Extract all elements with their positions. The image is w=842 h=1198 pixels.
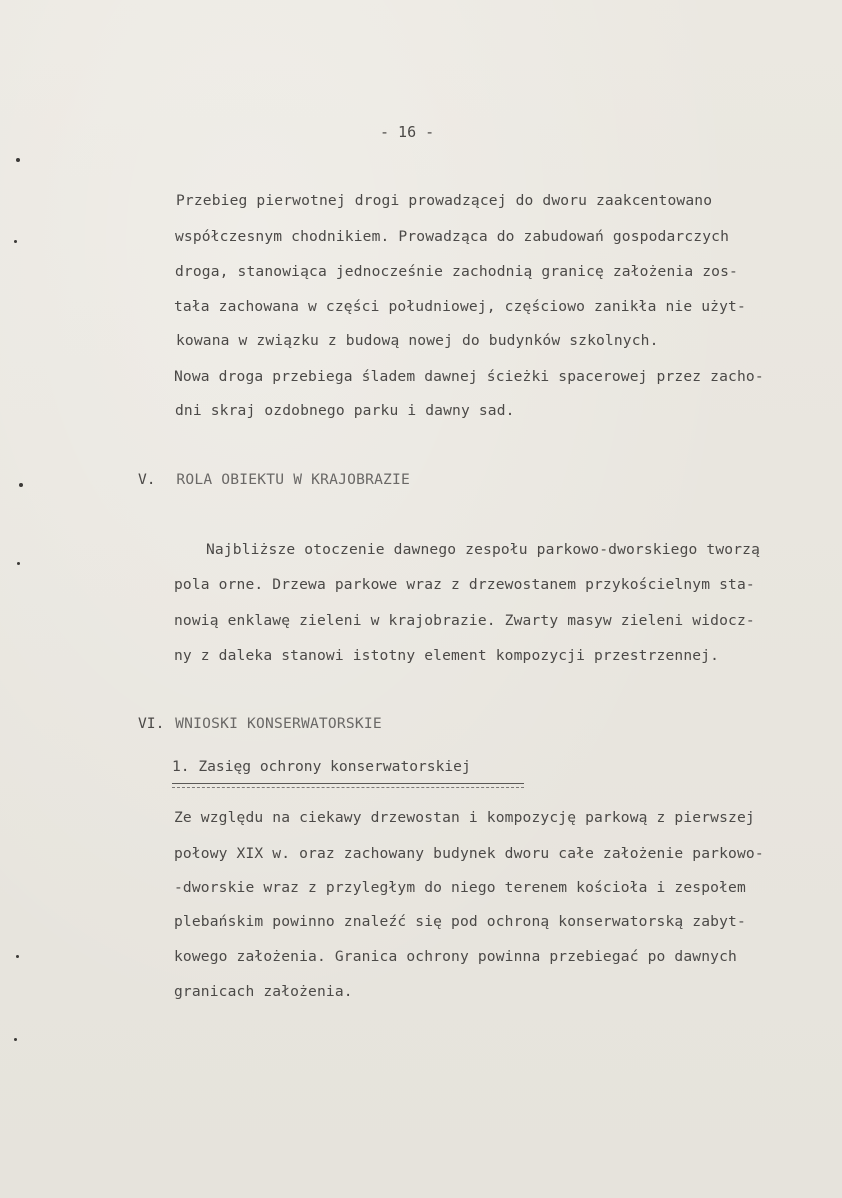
- paragraph-line: granicach założenia.: [174, 983, 353, 1000]
- paragraph-line: plebańskim powinno znaleźć się pod ochroną konserwatorską zabyt-: [174, 913, 746, 930]
- paragraph-line: nowią enklawę zieleni w krajobrazie. Zwarty masyw zieleni widocz-: [174, 612, 755, 629]
- binding-hole-mark: [19, 483, 23, 487]
- paragraph-line: tała zachowana w części południowej, częściowo zanikła nie użyt-: [174, 298, 746, 315]
- paragraph-line: ny z daleka stanowi istotny element kompozycji przestrzennej.: [174, 647, 720, 664]
- paragraph-line: Przebieg pierwotnej drogi prowadzącej do dworu zaakcentowano: [176, 192, 713, 209]
- paragraph-line: połowy XIX w. oraz zachowany budynek dworu całe założenie parkowo-: [174, 845, 764, 862]
- paragraph-line: pola orne. Drzewa parkowe wraz z drzewostanem przykościelnym sta-: [174, 576, 755, 593]
- binding-hole-mark: [14, 1038, 17, 1041]
- binding-hole-mark: [16, 955, 19, 958]
- paragraph-line: Ze względu na ciekawy drzewostan i kompozycję parkową z pierwszej: [174, 809, 755, 826]
- paragraph-line: współczesnym chodnikiem. Prowadząca do zabudowań gospodarczych: [175, 228, 730, 245]
- paragraph-line: droga, stanowiąca jednocześnie zachodnią granicę założenia zos-: [175, 263, 738, 280]
- section-title: WNIOSKI KONSERWATORSKIE: [175, 715, 382, 732]
- page-number: - 16 -: [380, 123, 435, 141]
- section-number: V.: [138, 471, 156, 488]
- section-vi-heading: [138, 715, 382, 733]
- paragraph-line: -dworskie wraz z przyległym do niego terenem kościoła i zespołem: [174, 879, 746, 896]
- binding-hole-mark: [14, 240, 17, 243]
- subsection-underline: [172, 783, 524, 784]
- binding-hole-mark: [17, 562, 20, 565]
- subsection-underline: [172, 787, 524, 788]
- paragraph-line: Najbliższe otoczenie dawnego zespołu parkowo-dworskiego tworzą: [206, 541, 761, 558]
- paragraph-line: Nowa droga przebiega śladem dawnej ścieżki spacerowej przez zacho-: [174, 368, 764, 385]
- subsection-heading: 1. Zasięg ochrony konserwatorskiej: [172, 758, 471, 775]
- paragraph-line: dni skraj ozdobnego parku i dawny sad.: [175, 402, 515, 419]
- binding-hole-mark: [16, 158, 20, 162]
- paragraph-line: kowego założenia. Granica ochrony powinna przebiegać po dawnych: [174, 948, 737, 965]
- section-v-heading: [138, 471, 410, 489]
- paragraph-line: kowana w związku z budową nowej do budynków szkolnych.: [176, 332, 659, 349]
- section-number: VI.: [138, 715, 165, 732]
- section-title: ROLA OBIEKTU W KRAJOBRAZIE: [176, 471, 411, 488]
